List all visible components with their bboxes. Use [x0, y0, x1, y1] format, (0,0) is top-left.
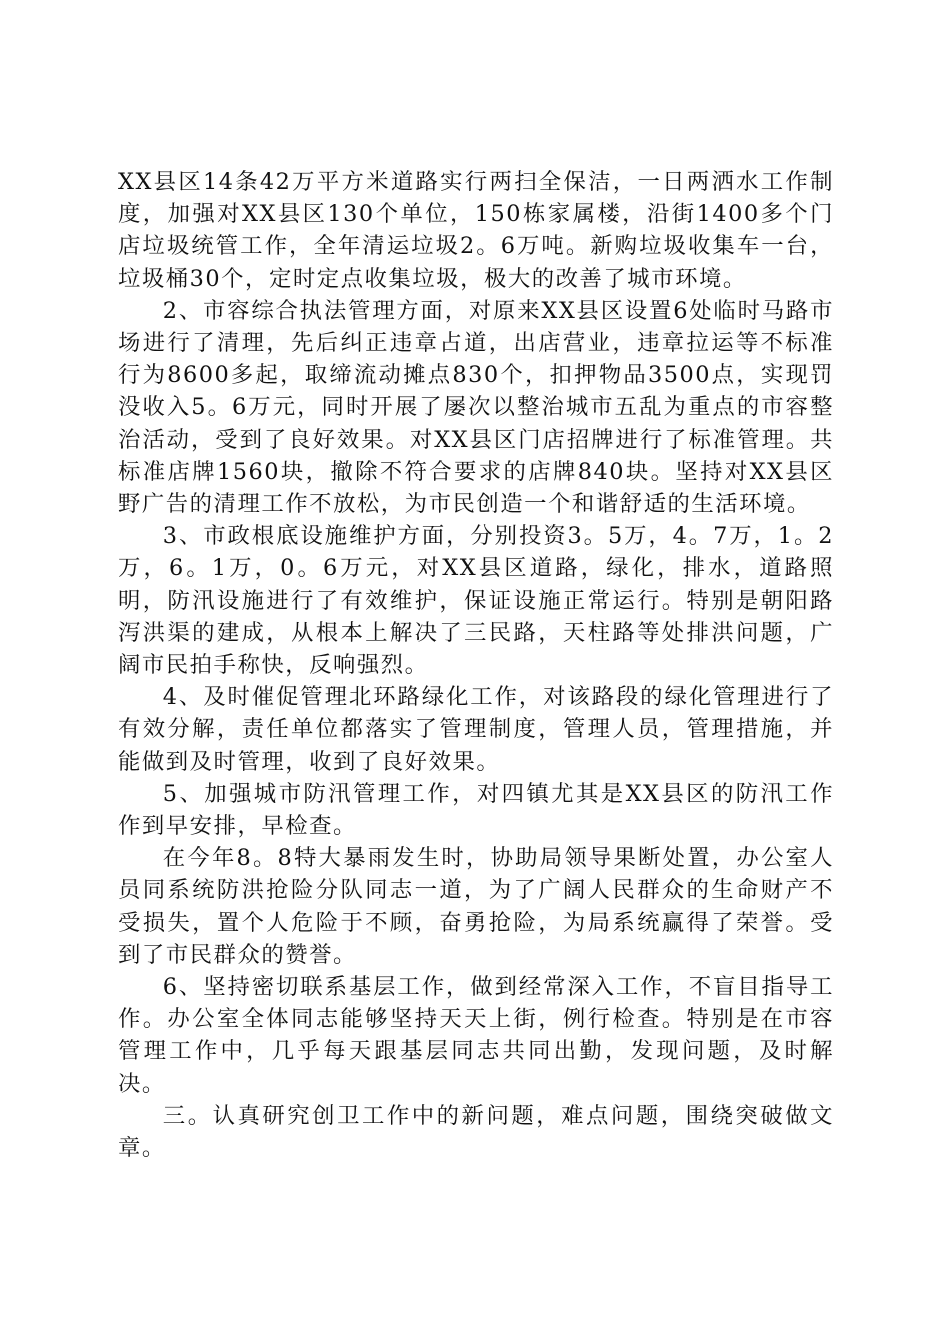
paragraph-rainstorm-response: 在今年8。8特大暴雨发生时，协助局领导果断处置，办公室人员同系统防洪抢险分队同志一道，为了广阔人民群众的生命财产不受损失，置个人危险于不顾，奋勇抢险，为局系统赢得了荣誉。受到了市民群众的赞誉。	[118, 845, 834, 968]
paragraph-street-cleaning: XX县区14条42万平方米道路实行两扫全保洁，一日两洒水工作制度，加强对XX县区130个单位，150栋家属楼，沿街1400多个门店垃圾统管工作，全年清运垃圾2。6万吨。新购垃圾收集车一台，垃圾桶30个，定时定点收集垃圾，极大的改善了城市环境。	[118, 169, 834, 292]
paragraph-greening-management: 4、及时催促管理北环路绿化工作，对该路段的绿化管理进行了有效分解，责任单位都落实了管理制度，管理人员，管理措施，并能做到及时管理，收到了良好效果。	[118, 684, 834, 775]
paragraph-city-appearance-enforcement: 2、市容综合执法管理方面，对原来XX县区设置6处临时马路市场进行了清理，先后纠正违章占道，出店营业，违章拉运等不标准行为8600多起，取缔流动摊点830个，扣押物品3500点，实现罚没收入5。6万元，同时开展了屡次以整治城市五乱为重点的市容整治活动，受到了良好效果。对XX县区门店招牌进行了标准管理。共标准店牌1560块，撤除不符合要求的店牌840块。坚持对XX县区野广告的清理工作不放松，为市民创造一个和谐舒适的生活环境。	[118, 297, 834, 518]
paragraph-grassroots-contact: 6、坚持密切联系基层工作，做到经常深入工作，不盲目指导工作。办公室全体同志能够坚持天天上街，例行检查。特别是在市容管理工作中，几乎每天跟基层同志共同出勤，发现问题，及时解决。	[118, 974, 834, 1097]
section-heading-new-problems: 三。认真研究创卫工作中的新问题，难点问题，围绕突破做文章。	[118, 1102, 834, 1162]
paragraph-infrastructure-maintenance: 3、市政根底设施维护方面，分别投资3。5万，4。7万，1。2万，6。1万，0。6万元，对XX县区道路，绿化，排水，道路照明，防汛设施进行了有效维护，保证设施正常运行。特别是朝阳路泻洪渠的建成，从根本上解决了三民路，天柱路等处排洪问题，广阔市民拍手称快，反响强烈。	[118, 523, 834, 679]
document-body	[118, 166, 834, 1164]
paragraph-flood-control: 5、加强城市防汛管理工作，对四镇尤其是XX县区的防汛工作作到早安排，早检查。	[118, 780, 834, 840]
